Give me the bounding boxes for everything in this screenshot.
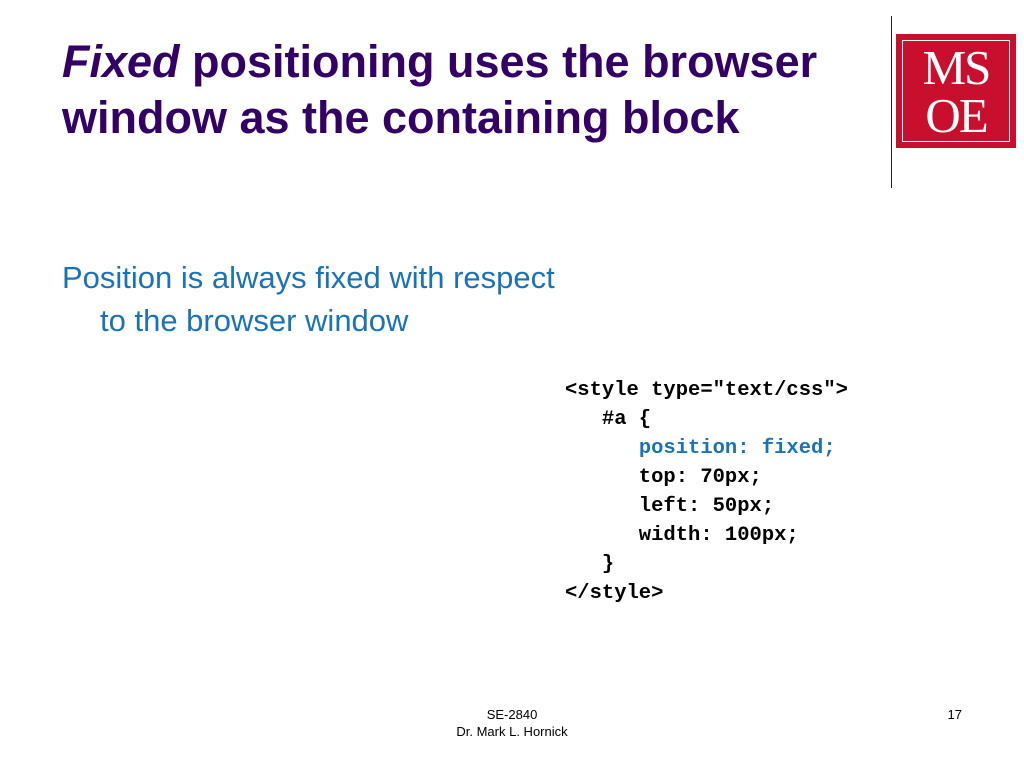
code-line-6: width: 100px; <box>565 524 799 547</box>
logo-text-top: MS <box>922 40 990 95</box>
code-line-1: <style type="text/css"> <box>565 379 848 402</box>
page-number: 17 <box>947 707 962 722</box>
code-line-7: } <box>565 553 615 576</box>
title-emphasis: Fixed <box>62 36 180 87</box>
code-line-5: left: 50px; <box>565 495 775 518</box>
header-divider <box>891 16 892 188</box>
code-line-8: </style> <box>565 582 664 605</box>
footer-center <box>412 706 612 740</box>
logo-text-bottom: OE <box>925 88 987 143</box>
code-line-2: #a { <box>565 408 652 431</box>
title-rest: positioning uses the browser window as the containing block <box>62 36 818 143</box>
code-highlight: position: fixed; <box>638 437 836 460</box>
msoe-logo <box>896 34 1016 148</box>
footer-course: SE-2840 <box>486 707 538 722</box>
footer-author: Dr. Mark L. Hornick <box>456 724 568 739</box>
slide-title <box>62 34 882 146</box>
code-block <box>565 376 1005 608</box>
code-line-4: top: 70px; <box>565 466 762 489</box>
bullet-point: Position is always fixed with respect to the browser window <box>62 260 555 338</box>
logo-frame <box>902 40 1010 142</box>
code-line-3 <box>565 434 1005 463</box>
